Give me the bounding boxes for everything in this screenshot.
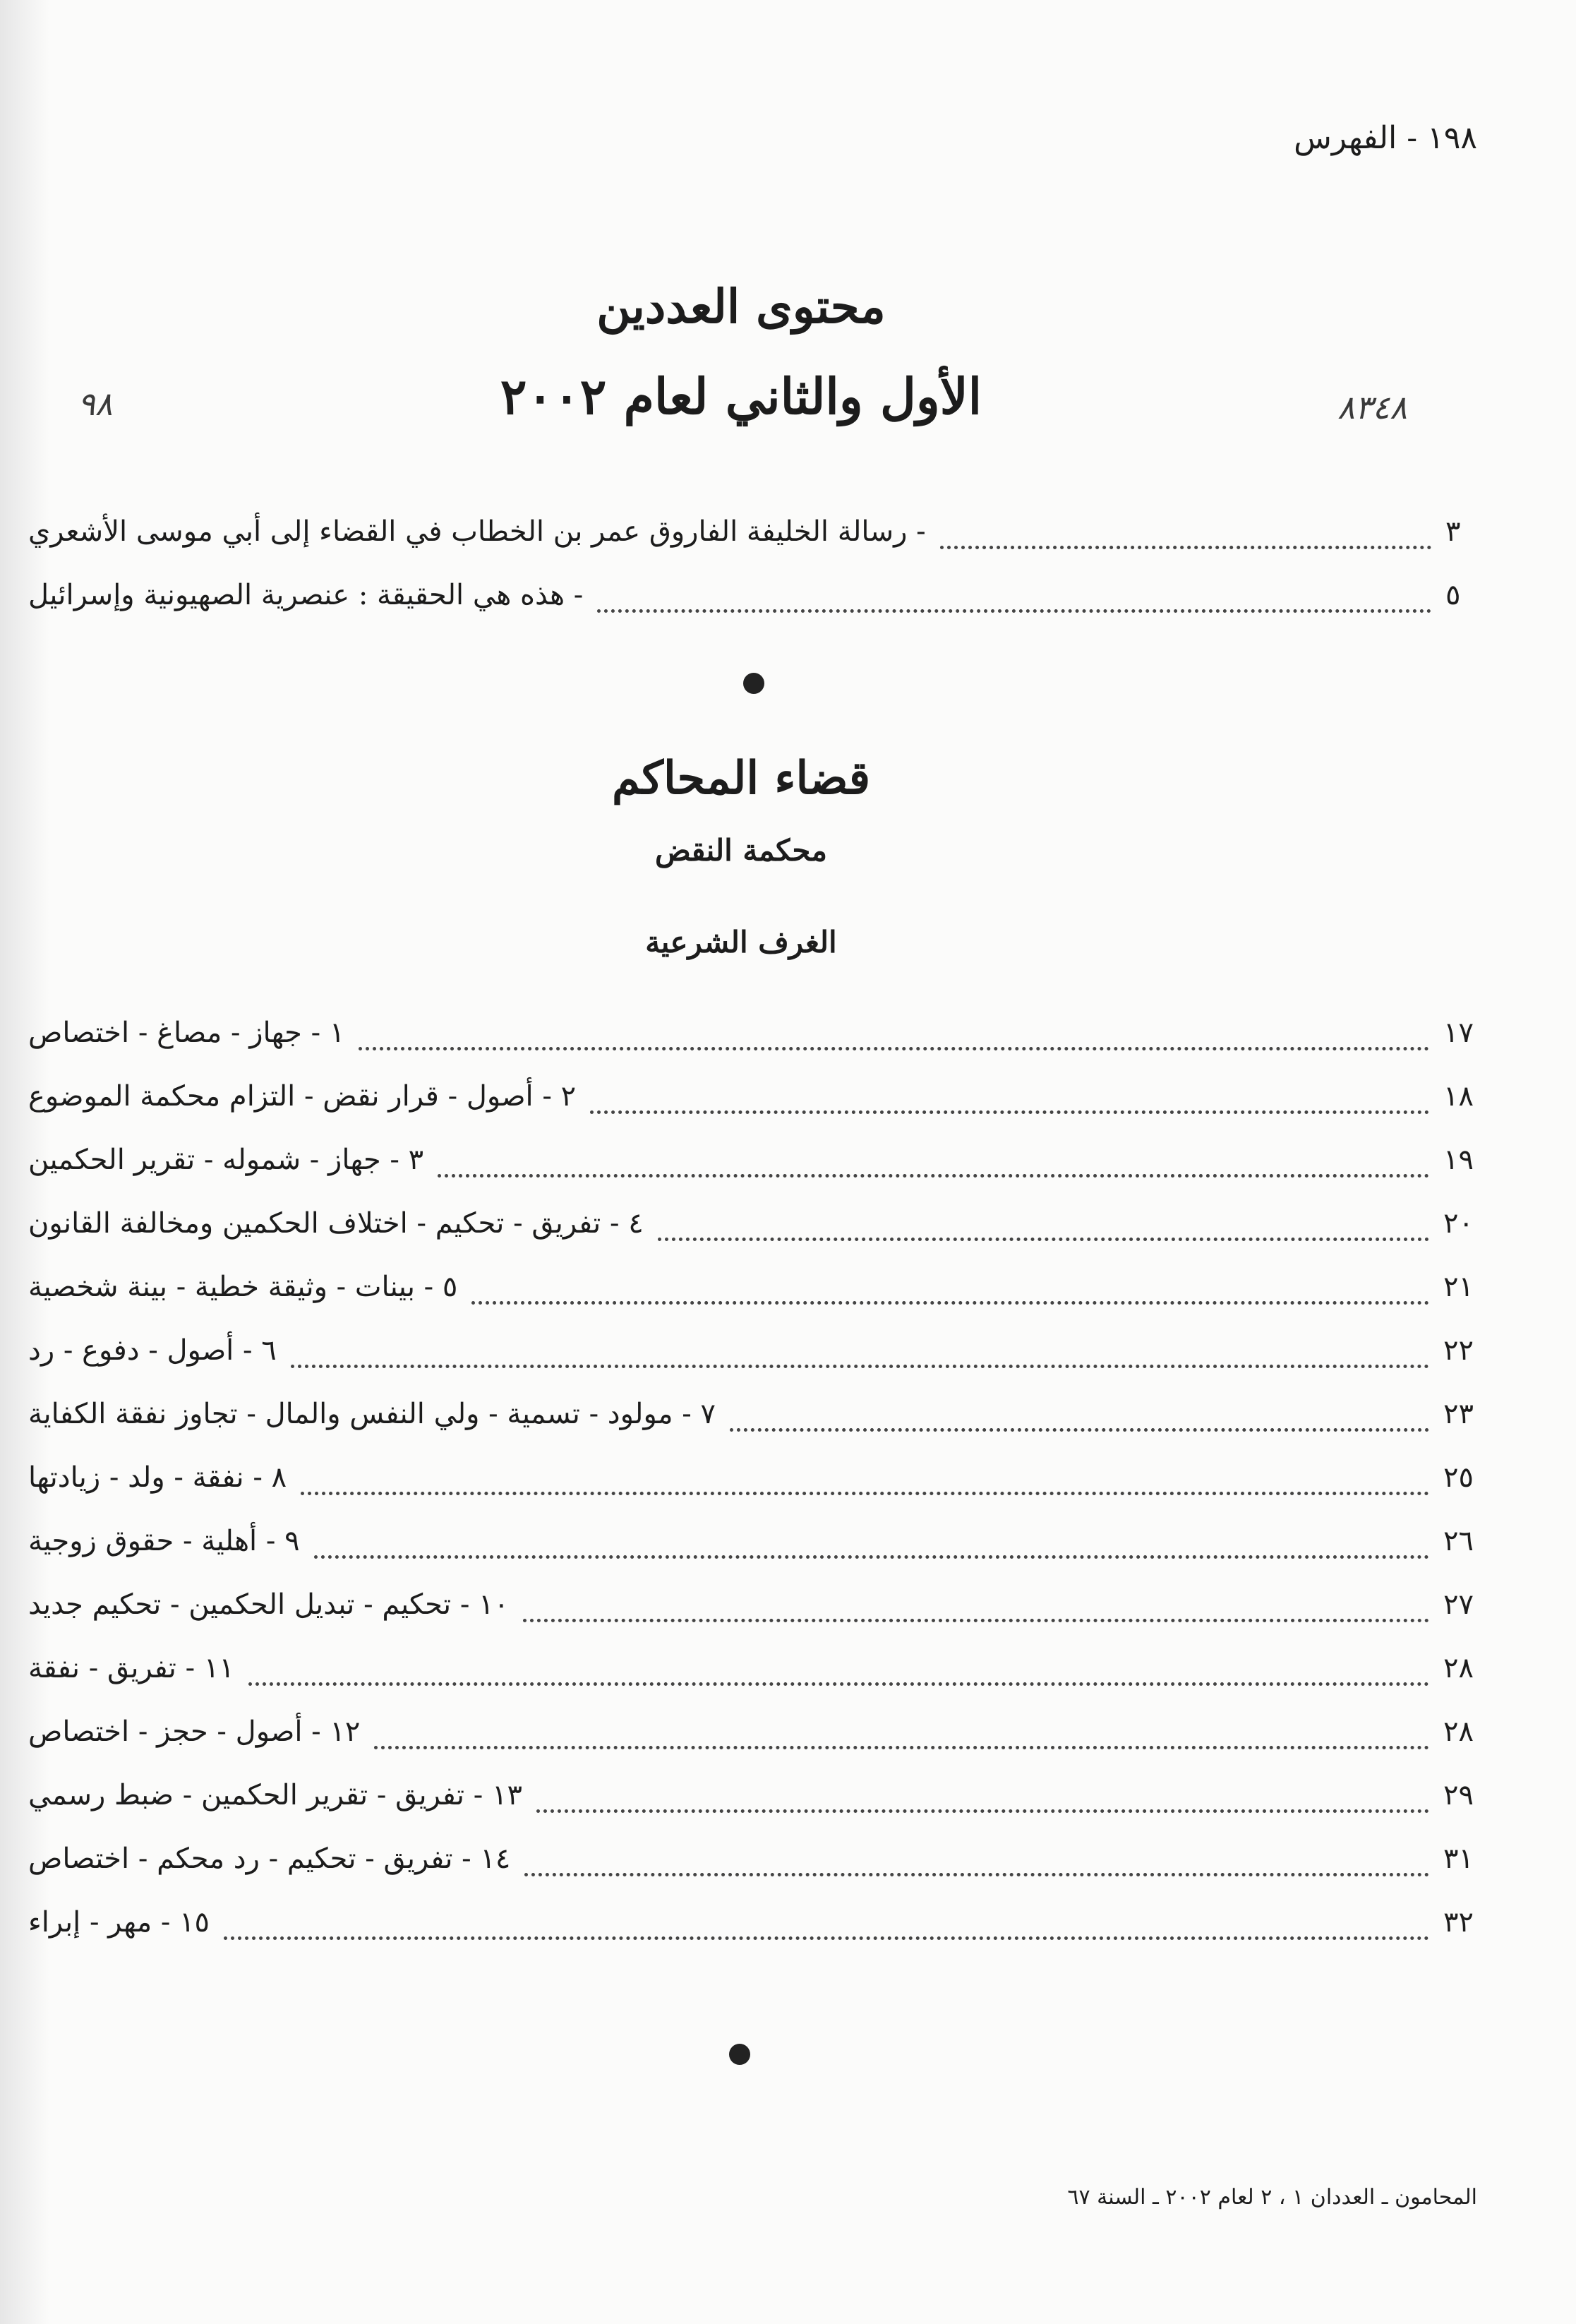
toc-entry-page: ١٧ bbox=[1443, 1017, 1474, 1049]
toc-entry-page: ٥ bbox=[1445, 579, 1461, 611]
toc-entry bbox=[28, 1843, 1474, 1892]
toc-entry bbox=[28, 1715, 1474, 1765]
toc-entry-text: - رسالة الخليفة الفاروق عمر بن الخطاب في القضاء إلى أبي موسى الأشعري bbox=[28, 515, 926, 548]
toc-entry-page: ٢٨ bbox=[1443, 1715, 1474, 1748]
toc-entry-text: ٥ - بينات - وثيقة خطية - بينة شخصية bbox=[28, 1271, 458, 1303]
dot-leader bbox=[374, 1746, 1429, 1749]
toc-entry bbox=[28, 1271, 1474, 1320]
toc-entry bbox=[28, 1144, 1474, 1193]
section-separator-dot bbox=[743, 673, 764, 694]
dot-leader bbox=[658, 1238, 1429, 1241]
toc-entry bbox=[28, 1017, 1474, 1066]
toc-entry-page: ٢١ bbox=[1443, 1271, 1474, 1303]
toc-entry-page: ٣١ bbox=[1443, 1843, 1474, 1875]
section-heading: قضاء المحاكم bbox=[611, 752, 871, 805]
toc-entry bbox=[28, 579, 1474, 628]
toc-entry-page: ٢٠ bbox=[1443, 1207, 1474, 1240]
page-footer: المحامون ـ العددان ١ ، ٢ لعام ٢٠٠٢ ـ السنة ٦٧ bbox=[1067, 2185, 1477, 2210]
toc-entry-page: ٢٩ bbox=[1443, 1779, 1474, 1811]
toc-entry-text: ١٥ - مهر - إبراء bbox=[28, 1906, 210, 1939]
dot-leader bbox=[536, 1809, 1429, 1813]
toc-entry-page: ٢٨ bbox=[1443, 1652, 1474, 1684]
toc-entry-page: ٣٢ bbox=[1443, 1906, 1474, 1939]
toc-entry-text: ٤ - تفريق - تحكيم - اختلاف الحكمين ومخالفة القانون bbox=[28, 1207, 644, 1240]
dot-leader bbox=[291, 1365, 1429, 1368]
dot-leader bbox=[359, 1047, 1429, 1050]
toc-entry bbox=[28, 1525, 1474, 1574]
toc-entry-page: ١٨ bbox=[1443, 1080, 1474, 1113]
dot-leader bbox=[940, 546, 1431, 549]
toc-entry-page: ٢٣ bbox=[1443, 1398, 1474, 1430]
toc-entry bbox=[28, 515, 1474, 565]
toc-entry bbox=[28, 1652, 1474, 1701]
toc-entry-text: ٦ - أصول - دفوع - رد bbox=[28, 1334, 277, 1367]
handwritten-note-right: ٨٣٤٨ bbox=[1337, 388, 1407, 426]
toc-entry-text: ١١ - تفريق - نفقة bbox=[28, 1652, 234, 1684]
toc-entry-text: ١ - جهاز - مصاغ - اختصاص bbox=[28, 1017, 345, 1049]
page-title-line-2: الأول والثاني لعام ٢٠٠٢ bbox=[500, 367, 982, 426]
toc-entry bbox=[28, 1207, 1474, 1257]
toc-entry-text: - هذه هي الحقيقة : عنصرية الصهيونية وإسرائيل bbox=[28, 579, 584, 611]
dot-leader bbox=[590, 1110, 1429, 1114]
toc-entry-text: ٨ - نفقة - ولد - زيادتها bbox=[28, 1461, 287, 1494]
dot-leader bbox=[597, 609, 1431, 613]
toc-entry-page: ٣ bbox=[1445, 515, 1461, 548]
toc-entry bbox=[28, 1080, 1474, 1130]
dot-leader bbox=[438, 1174, 1429, 1178]
dot-leader bbox=[523, 1619, 1429, 1622]
toc-entry bbox=[28, 1588, 1474, 1638]
dot-leader bbox=[224, 1936, 1429, 1940]
toc-entry bbox=[28, 1334, 1474, 1384]
toc-entry-page: ٢٥ bbox=[1443, 1461, 1474, 1494]
dot-leader bbox=[730, 1428, 1429, 1432]
dot-leader bbox=[471, 1301, 1429, 1305]
toc-entry bbox=[28, 1906, 1474, 1955]
toc-entry bbox=[28, 1461, 1474, 1511]
page-title-line-1: محتوى العددين bbox=[596, 279, 886, 334]
dot-leader bbox=[314, 1555, 1429, 1559]
toc-entry-text: ٧ - مولود - تسمية - ولي النفس والمال - تجاوز نفقة الكفاية bbox=[28, 1398, 716, 1430]
toc-entry-page: ٢٧ bbox=[1443, 1588, 1474, 1621]
section-subheading: محكمة النقض bbox=[654, 833, 828, 868]
dot-leader bbox=[248, 1682, 1429, 1686]
toc-entry bbox=[28, 1398, 1474, 1447]
toc-entry-text: ١٤ - تفريق - تحكيم - رد محكم - اختصاص bbox=[28, 1843, 511, 1875]
toc-entry bbox=[28, 1779, 1474, 1828]
dot-leader bbox=[524, 1873, 1429, 1876]
running-head: ١٩٨ - الفهرس bbox=[1294, 120, 1477, 156]
handwritten-note-left: ٩٨ bbox=[78, 385, 113, 423]
toc-entry-text: ٢ - أصول - قرار نقض - التزام محكمة الموضوع bbox=[28, 1080, 577, 1113]
toc-entry-text: ٣ - جهاز - شموله - تقرير الحكمين bbox=[28, 1144, 424, 1176]
toc-entry-text: ٩ - أهلية - حقوق زوجية bbox=[28, 1525, 300, 1557]
section-separator-dot bbox=[729, 2044, 750, 2065]
toc-entry-page: ٢٢ bbox=[1443, 1334, 1474, 1367]
dot-leader bbox=[301, 1492, 1429, 1495]
toc-entry-page: ١٩ bbox=[1443, 1144, 1474, 1176]
section-subsubheading: الغرف الشرعية bbox=[645, 925, 837, 959]
toc-entry-text: ١٢ - أصول - حجز - اختصاص bbox=[28, 1715, 361, 1748]
toc-entry-text: ١٣ - تفريق - تقرير الحكمين - ضبط رسمي bbox=[28, 1779, 522, 1811]
toc-entry-text: ١٠ - تحكيم - تبديل الحكمين - تحكيم جديد bbox=[28, 1588, 510, 1621]
toc-entry-page: ٢٦ bbox=[1443, 1525, 1474, 1557]
